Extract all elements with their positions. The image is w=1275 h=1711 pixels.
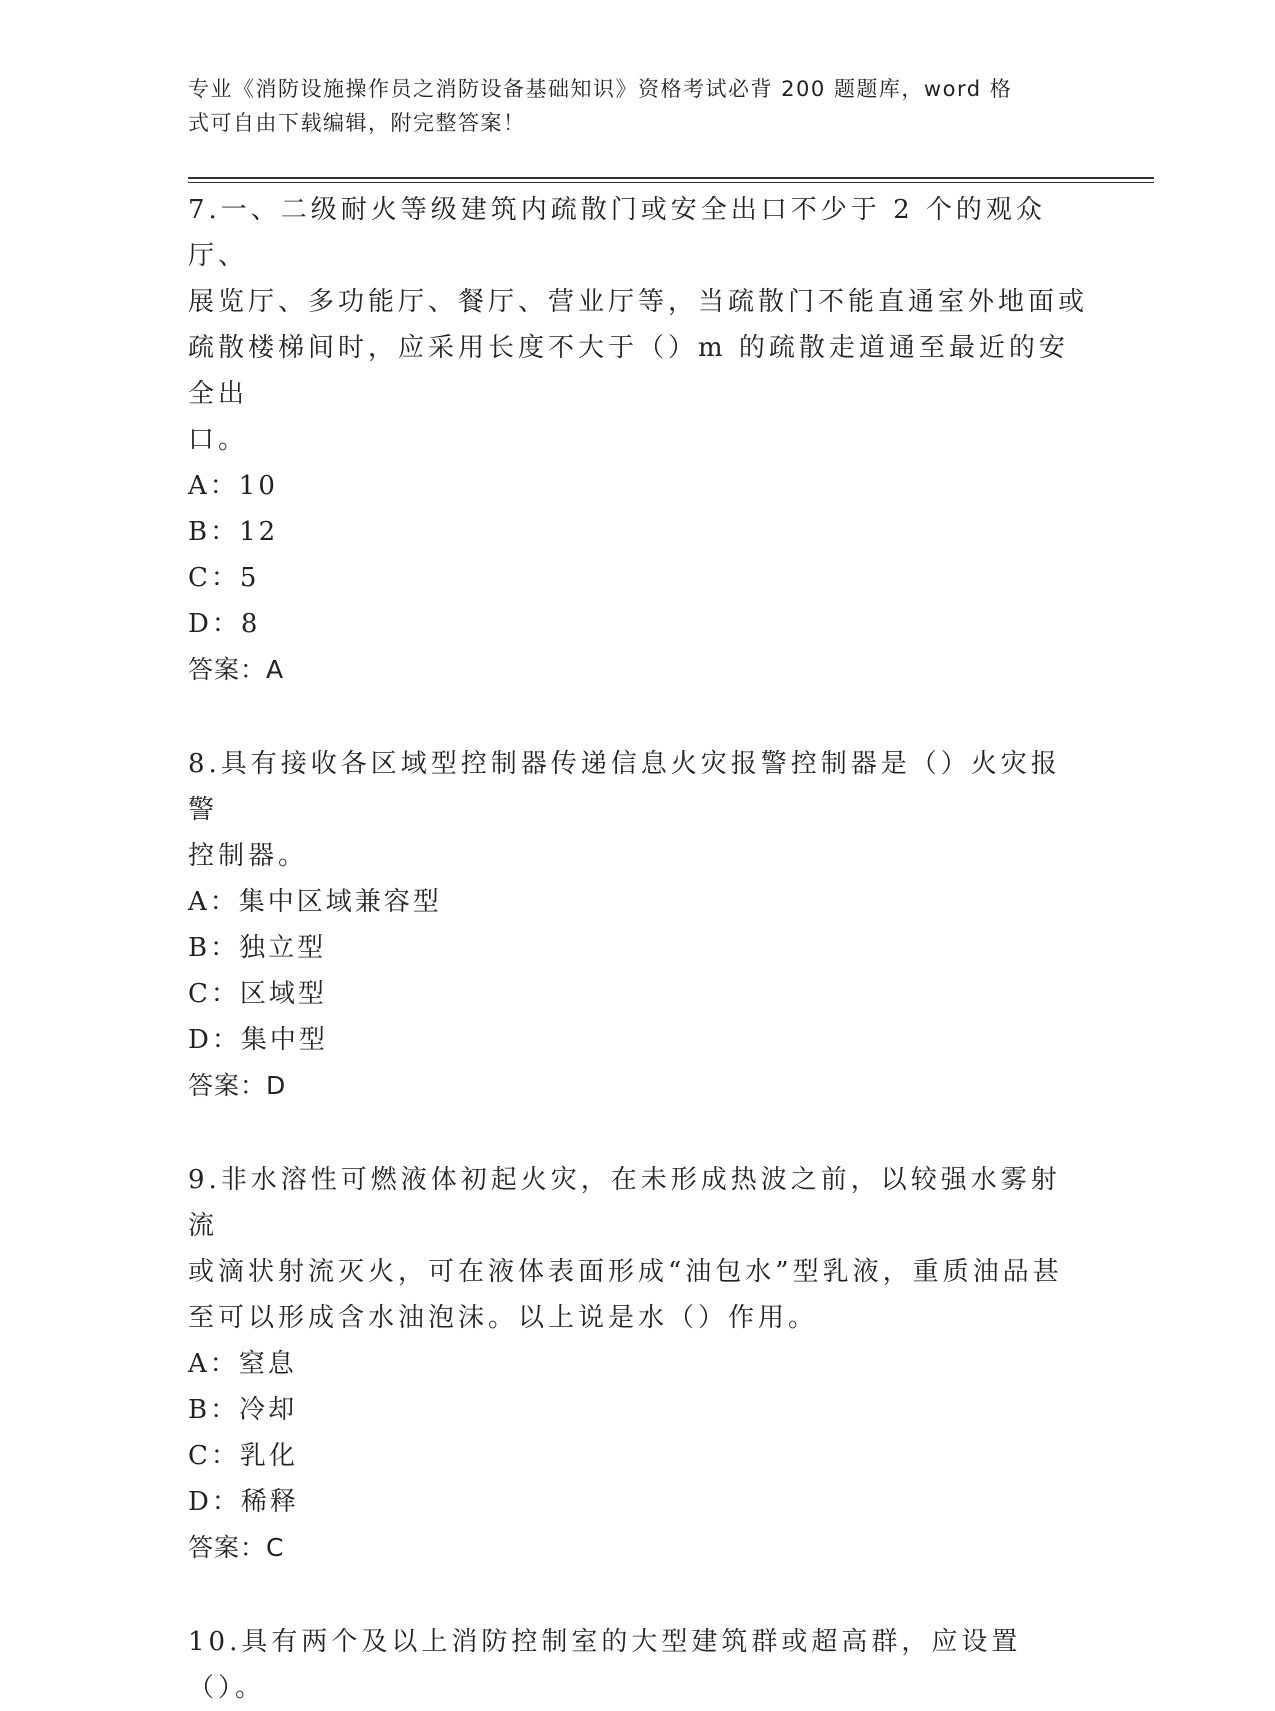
option-list bbox=[188, 1341, 1088, 1525]
question-list bbox=[188, 187, 1088, 1711]
option-b: B：12 bbox=[188, 517, 279, 547]
answer-line: 答案：D bbox=[188, 1071, 287, 1100]
option-c: C：5 bbox=[188, 563, 260, 593]
question-7 bbox=[188, 187, 1088, 693]
option-b: B：独立型 bbox=[188, 933, 327, 963]
question-stem bbox=[188, 1619, 1088, 1711]
option-list bbox=[188, 463, 1088, 647]
question-spacer bbox=[188, 1109, 1088, 1157]
option-c: C：区域型 bbox=[188, 979, 327, 1009]
header-divider-thin bbox=[188, 182, 1154, 183]
option-a: A：10 bbox=[188, 471, 278, 501]
question-stem bbox=[188, 1157, 1088, 1341]
option-d: D：稀释 bbox=[188, 1487, 299, 1517]
answer-line: 答案：C bbox=[188, 1533, 285, 1562]
answer-line: 答案：A bbox=[188, 655, 285, 684]
stem-line: 或滴状射流灭火，可在液体表面形成“油包水”型乳液，重质油品甚 bbox=[188, 1257, 1063, 1287]
option-d: D：集中型 bbox=[188, 1025, 328, 1055]
question-10 bbox=[188, 1619, 1088, 1711]
question-spacer bbox=[188, 693, 1088, 741]
option-a: A：集中区域兼容型 bbox=[188, 887, 442, 917]
stem-line: 10.具有两个及以上消防控制室的大型建筑群或超高群，应设置（）。 bbox=[188, 1627, 1022, 1703]
stem-line: 7.一、二级耐火等级建筑内疏散门或安全出口不少于 2 个的观众厅、 bbox=[188, 195, 1046, 271]
question-stem bbox=[188, 741, 1088, 879]
header-line-1: 专业《消防设施操作员之消防设备基础知识》资格考试必背 200 题题库，word 格 bbox=[188, 77, 1013, 101]
option-list bbox=[188, 879, 1088, 1063]
question-8 bbox=[188, 741, 1088, 1109]
stem-line: 疏散楼梯间时，应采用长度不大于（）m 的疏散走道通至最近的安全出 bbox=[188, 333, 1069, 409]
stem-line: 控制器。 bbox=[188, 841, 309, 871]
stem-line: 口。 bbox=[188, 425, 249, 455]
header-line-2: 式可自由下载编辑，附完整答案！ bbox=[188, 111, 526, 135]
option-a: A：窒息 bbox=[188, 1349, 297, 1379]
option-b: B：冷却 bbox=[188, 1395, 298, 1425]
stem-line: 至可以形成含水油泡沫。以上说是水（）作用。 bbox=[188, 1303, 819, 1333]
header-divider-thick bbox=[188, 177, 1154, 179]
document-header bbox=[188, 72, 1068, 140]
question-spacer bbox=[188, 1571, 1088, 1619]
stem-line: 8.具有接收各区域型控制器传递信息火灾报警控制器是（）火灾报警 bbox=[188, 749, 1061, 825]
stem-line: 9.非水溶性可燃液体初起火灾，在未形成热波之前，以较强水雾射流 bbox=[188, 1165, 1061, 1241]
option-c: C：乳化 bbox=[188, 1441, 298, 1471]
stem-line: 展览厅、多功能厅、餐厅、营业厅等，当疏散门不能直通室外地面或 bbox=[188, 287, 1089, 317]
option-d: D：8 bbox=[188, 609, 261, 639]
question-9 bbox=[188, 1157, 1088, 1571]
question-stem bbox=[188, 187, 1088, 463]
